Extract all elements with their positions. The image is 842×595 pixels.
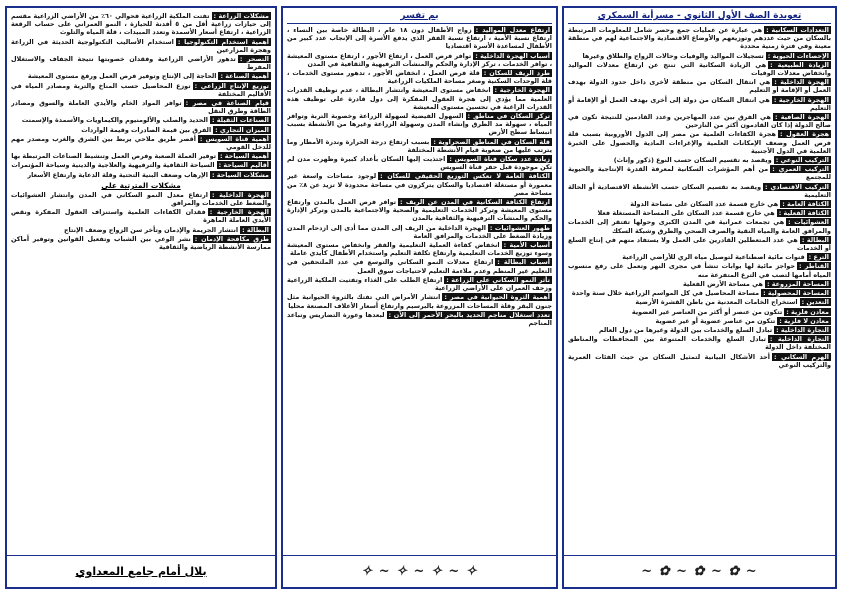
term-heading: البطالة : — [801, 235, 829, 244]
paragraph — [287, 155, 552, 171]
term-heading: هجرة العقول : — [779, 130, 830, 139]
paragraph — [568, 61, 831, 77]
term-text: هي تجمعات عمرانية في المدن الكبرى وحولها تفتقر إلى الخدمات والمرافق العامة والمياه النقية والصرف الصحي والطرق وشبكة السكك — [568, 218, 831, 235]
term-heading: طرق مكافحة الإدمان : — [194, 234, 269, 243]
term-heading: الهرم السكاني : — [773, 352, 829, 361]
term-heading: التركيب الاقتصادي : — [765, 182, 829, 191]
term-text: نشر الوعي بين الشباب وتفعيل القوانين وتوفير أماكن ممارسة الأنشطة الرياضية والثقافية — [11, 234, 271, 252]
term-heading: ارتفاع الكثافة السكانية في المدن عن الريف : — [400, 198, 550, 207]
term-heading: تعدد استغلال مناجم الحديد بالبحر الأحمر إلى الآن : — [388, 310, 550, 319]
term-text: الفرق بين قيمة الصادرات وقيمة الواردات — [81, 125, 212, 134]
term-text: توافر فرص العمل ، ارتفاع الأجور ، ارتفاع مستوى المعيشة ، توافر الخدمات ، تركز الإدارة والحكم والمنشآت الترفيهية والثقافية في المدن — [287, 51, 552, 68]
term-text: هي الفرق بين عدد المهاجرين وعدد القادمين للنتيجة تكون في صالح الدولة إذا كان القادمون أكثر من النازحين — [568, 113, 831, 130]
term-heading: الإحصاءات الحيوية : — [767, 51, 829, 60]
paragraph — [568, 280, 831, 288]
term-text: الحديد والصلب والألومنيوم والكيماويات والأسمدة والإسمنت — [21, 116, 209, 125]
term-heading: الصناعات الثقيلة : — [212, 116, 269, 125]
paragraph — [568, 156, 831, 164]
term-heading: الهجرة الداخلية : — [212, 190, 269, 199]
term-text: ارتفاع الطلب على الغذاء وتفتيت الملكية الزراعية وزحف العمران على الأراضي الزراعية — [287, 275, 552, 293]
term-text: استخدام الأساليب التكنولوجية الحديثة في الزراعة وهجرة المزارعين — [11, 37, 271, 54]
term-text: الهجرة الداخلية من الريف إلى المدن مما أدى إلى ازدحام المدن وزيادة الضغط على الخدمات والمرافق العامة — [287, 223, 552, 240]
term-text: حواجز مائية لها بوابات تنشأ في مجرى النهر وتعمل على رفع منسوب المياه أمامها لتصب في الترع المتفرعة منه — [568, 262, 831, 279]
paragraph — [11, 116, 271, 124]
term-heading: التركيب النوعي : — [775, 156, 829, 165]
paragraph — [568, 209, 831, 217]
column-problems — [5, 6, 277, 589]
paragraph — [287, 258, 552, 274]
term-heading: التعدادات السكانية : — [766, 26, 829, 34]
term-text: انتشار الجريمة والإدمان وتأخر سن الزواج وضعف الإنتاج — [63, 225, 239, 234]
term-heading: أهمية استخدام التكنولوجيا : — [177, 37, 269, 46]
term-text: ارتفاع معدلات النمو السكاني والتوسع في عدد الملتحقين في التعليم غير المنظم وعدم ملاءمة التعليم لاحتياجات سوق العمل — [287, 258, 552, 275]
paragraph — [11, 208, 271, 224]
term-text: ويقصد به تقسيم السكان حسب الأنشطة الاقتصادية أو الحالة التعليمية — [568, 182, 831, 199]
term-text: تدهور الأراضي الزراعية وفقدان خصوبتها نتيجة الجفاف والاستغلال المفرط — [11, 55, 271, 72]
paragraph — [11, 38, 271, 54]
paragraph — [11, 72, 271, 80]
paragraph — [11, 191, 271, 207]
term-text: لبعدها وعورة التضاريس وتباعد المناجم — [287, 310, 552, 327]
term-heading: التركيب العمري : — [772, 165, 829, 174]
paragraph — [568, 335, 831, 351]
paragraph — [568, 26, 831, 51]
paragraph — [287, 138, 552, 154]
decorative-calligraphy: ✧ ~ ✧ ~ ✧ ~ ✧ — [361, 564, 478, 579]
paragraph — [287, 26, 552, 51]
term-heading: زيادة عدد سكان قناة السويس : — [449, 155, 550, 164]
term-heading: الزيادة الطبيعية : — [770, 60, 829, 69]
term-text: السياحة الثقافية والترفيهية والعلاجية والدينية وسياحة المؤتمرات — [11, 161, 215, 170]
paragraph — [11, 99, 271, 115]
term-text: لوجود مساحات واسعة غير معمورة أو مستغلة اقتصاديا والسكان يتركزون في مساحة محدودة لا تزيد عن ٨٪ من مساحة مصر — [287, 172, 552, 197]
paragraph — [287, 52, 552, 68]
term-heading: العشوائيات : — [788, 218, 830, 227]
paragraph — [287, 276, 552, 292]
paragraph — [11, 226, 271, 234]
term-text: الإرهاب وضعف البنية التحتية وقلة الدعاية وارتفاع الأسعار — [27, 170, 208, 179]
term-heading: الهجرة الصافية : — [774, 113, 830, 122]
decorative-footer — [283, 555, 556, 587]
term-heading: الكثافة العامة لا تعكس التوزيع الحقيقي للسكان : — [380, 172, 551, 181]
term-heading: البطالة : — [242, 225, 269, 234]
term-heading: ظهور العشوائيات : — [489, 223, 550, 232]
term-text: توزع المحاصيل حسب المناخ والتربة ومصادر المياه في الأقاليم المختلفة — [11, 81, 271, 98]
term-text: تتكون من عناصر عضوية أو غير عضوية — [655, 316, 776, 325]
paragraph — [568, 165, 831, 181]
terms-list — [568, 26, 831, 553]
term-heading: معادن لا فلزية : — [779, 316, 829, 325]
term-heading: الهجرة الخارجية : — [494, 86, 550, 95]
term-text: تسجيلات المواليد والوفيات وحالات الزواج والطلاق وغيرها — [582, 51, 764, 60]
term-text: توافر فرص العمل بالمدن وارتفاع مستوى المعيشة وتركز الخدمات التعليمية والصحية والاجتماعية بالمدن وتركز الإدارة والحكم والمنشآت الترفيهية والثقافية بالمدن — [287, 198, 552, 223]
column-terms — [562, 6, 837, 589]
term-heading: قلة السكان في المناطق الصحراوية : — [433, 137, 550, 146]
paragraph — [11, 135, 271, 151]
term-text: هي مساحة الأرض الفعلية — [682, 279, 763, 288]
paragraph — [568, 298, 831, 306]
term-text: انتشار الأمراض التي تفتك بالثروة الحيوانية مثل جنون البقر وقلة المساحات المزروعة بالبرسيم وارتفاع أسعار الأعلاف المصنعة محليا — [287, 293, 552, 310]
paragraph — [11, 161, 271, 169]
paragraph — [568, 317, 831, 325]
term-text: استخراج الخامات المعدنية من باطن القشرة الأرضية — [635, 298, 798, 307]
paragraph — [568, 289, 831, 297]
term-heading: الكثافة الفعلية : — [778, 209, 829, 218]
term-heading: أهمية قناة السويس : — [199, 134, 269, 143]
term-text: قلة فرص العمل ، انخفاض الأجور ، تدهور مستوى الخدمات ، قلة الوحدات السكنية وصغر مساحة الملكيات الزراعية — [287, 69, 552, 86]
term-text: فقدان الكفاءات العلمية واستنزاف العقول المفكرة ونقص الأيدي العاملة الماهرة — [11, 208, 271, 225]
column-title: تعويدة الصف الأول الثانوي - مسرأية السمكرى — [568, 11, 831, 24]
term-text: هي الزيادة السكانية التي تنتج عن ارتفاع معدلات المواليد وانخفاض معدلات الوفيات — [568, 60, 831, 78]
term-text: قنوات مائية اصطناعية لتوصيل مياه الري للأراضي الزراعية — [622, 253, 805, 262]
paragraph — [287, 224, 552, 240]
term-heading: الكثافة العامة : — [782, 200, 829, 209]
term-text: الحاجة إلى الإنتاج وتوفير فرص العمل ورفع مستوى المعيشة — [27, 72, 217, 81]
term-heading: المساحة المزروعة : — [766, 279, 829, 288]
term-heading: تركز السكان في مناطق : — [467, 112, 550, 121]
paragraph — [568, 200, 831, 208]
term-text: هي عدد المتعطلين القادرين على العمل ولا يستفاد منهم في إنتاج السلع أو الخدمات — [568, 235, 831, 253]
term-text: تبادل السلع والخدمات بين الدولة وغيرها من دول العالم — [598, 325, 773, 334]
paragraph — [568, 78, 831, 94]
term-text: مساحة المحاصيل في كل المواسم الزراعية خلال سنة واحدة — [571, 289, 760, 298]
paragraph — [568, 353, 831, 369]
problems-list — [11, 12, 271, 553]
term-heading: الميزان التجاري : — [215, 125, 269, 134]
paragraph — [11, 12, 271, 37]
paragraph — [568, 130, 831, 155]
term-heading: التعدين : — [801, 298, 829, 307]
author-signature: بلال أمام جامع المعداوي — [75, 565, 207, 578]
term-heading: أهمية الصناعة : — [220, 72, 269, 81]
term-text: توفير العملة الصعبة وفرص العمل وتنشيط الصناعات المرتبطة بها — [11, 152, 217, 161]
term-text: انخفاض مستوى المعيشة وانتشار البطالة ، عدم توظيف القدرات العلمية مما يؤدي إلى هجرة العقول المفكرة إلى دول قادرة على توظيف هذه القدرات الراغبة في تحسين مستوى المعيشة — [287, 86, 552, 111]
paragraph — [568, 113, 831, 129]
paragraph — [287, 112, 552, 137]
section-subtitle: مشكلات المترتبة على — [101, 180, 181, 190]
term-heading: توزيع الإنتاج الزراعي : — [194, 81, 269, 90]
term-heading: أقاليم السياحة : — [218, 161, 269, 170]
term-text: هي خارج قسمة عدد السكان على المساحة المستغلة فعلا — [597, 209, 775, 218]
term-text: ويقصد به تقسيم السكان حسب النوع (ذكور وإناث) — [613, 156, 772, 165]
term-text: اجتذبت إليها السكان بأعداد كبيرة وظهرت مدن لم تكن موجودة قبل حفر قناة السويس — [287, 155, 552, 172]
term-heading: التجارة الداخلية : — [776, 325, 829, 334]
paragraph — [568, 218, 831, 234]
term-heading: ارتفاع معدل المواليد : — [475, 26, 551, 34]
term-text: السهول الفيضية لسهولة الزراعة وخصوبة التربة وتوافر المياه ، سهولة مد الطرق وإنشاء المدن وسهولة الزراعة وغيرها من الأنشطة بسبب انبساط سطح الأرض — [287, 112, 552, 137]
term-text: من أهم المؤشرات السكانية لمعرفة القدرة الإنتاجية والحيوية للمجتمع — [568, 165, 831, 182]
paragraph — [568, 236, 831, 252]
term-text: انخفاض كفاءة العملية التعليمية والفقر وانخفاض مستوى المعيشة وسوء توزيع الخدمات التعليمية وارتفاع تكلفة التعليم واستخدام الأطفال كأيدي عاملة — [287, 241, 552, 258]
term-heading: القناطر : — [798, 262, 829, 271]
term-text: تفتت الملكية الزراعية فحوالي ٦٠٪ من الأراضي الزراعية مقسم إلى حيازات زراعية أقل من ٥ أفدنة للحيازة ، النمو العمراني على حساب الرقعة الزراعية ، ارتفاع أسعار الأسمدة وتعدد المبيدات ، قلة المياه والتلوث — [11, 12, 271, 37]
term-text: توافر المواد الخام والأيدي العاملة والسوق ومصادر الطاقة وطرق النقل — [11, 99, 271, 116]
decorative-footer — [564, 555, 835, 587]
term-heading: مشكلات السياحة : — [211, 170, 269, 179]
paragraph — [11, 82, 271, 98]
term-text: أحد الأشكال البيانية لتمثيل السكان من حيث الفئات العمرية والتركيب النوعي — [568, 352, 831, 369]
term-heading: الهجرة الخارجية : — [773, 95, 829, 104]
term-text: تبادل السلع والخدمات المتنوعة بين المحافظات والمناطق المختلفة داخل الدولة — [568, 335, 831, 352]
term-heading: أسباب الأمية : — [503, 241, 550, 250]
term-heading: طرد الريف للسكان : — [483, 69, 550, 78]
term-heading: التجارة الداخلية : — [769, 335, 829, 344]
paragraph — [11, 235, 271, 251]
term-text: هي خارج قسمة عدد السكان على مساحة الدولة — [630, 200, 779, 209]
paragraph — [568, 308, 831, 316]
term-text: تتكون من عنصر أو أكثر من العناصر غير العضوية — [631, 307, 783, 316]
paragraph — [568, 262, 831, 278]
term-text: بسبب ارتفاع درجة الحرارة وندرة الأمطار وما يترتب عليها من صعوبة قيام الأنشطة المختلفة — [287, 137, 552, 154]
term-heading: الهجرة الداخلية : — [774, 78, 829, 87]
term-heading: الترع : — [808, 253, 829, 262]
paragraph — [287, 86, 552, 111]
column-title: بم تفسر — [287, 11, 552, 24]
term-heading: معادن فلزية : — [786, 307, 829, 316]
paragraph — [568, 96, 831, 112]
term-heading: قيام الصناعة في مصر : — [185, 99, 269, 108]
paragraph — [11, 171, 271, 179]
paragraph — [287, 311, 552, 327]
paragraph — [11, 152, 271, 160]
paragraph — [11, 55, 271, 71]
paragraph — [568, 253, 831, 261]
term-text: هي انتقال السكان من دولة إلى أخرى بهدف العمل أو الإقامة أو التعليم — [568, 95, 831, 112]
term-heading: أسباب البطالة : — [497, 258, 550, 267]
column-explain — [281, 6, 558, 589]
term-text: هجرة الكفاءات العلمية من مصر إلى الدول الأوروبية بسبب قلة فرص العمل وضعف الإمكانات العلمية والإغراءات المادية والحصول على الخبرة العلمية في الدول الأجنبية — [568, 130, 831, 155]
paragraph — [568, 326, 831, 334]
term-text: هي عبارة عن عمليات جمع وحصر شامل للمعلومات المرتبطة بالسكان من حيث عددهم وتوزيعهم والأوضاع الاقتصادية والاجتماعية لهم في منطقة معينة وفي فترة زمنية محددة — [568, 26, 831, 51]
paragraph — [287, 198, 552, 223]
term-text: أقصر طريق ملاحي يربط بين الشرق والغرب ومصدر مهم للدخل القومي — [11, 134, 271, 152]
signature-footer — [7, 555, 275, 587]
paragraph — [287, 293, 552, 309]
term-heading: أهمية السياحة : — [220, 152, 269, 161]
term-heading: أسباب الهجرة الداخلية : — [475, 51, 550, 60]
paragraph — [287, 172, 552, 197]
term-text: هي انتقال السكان من منطقة لأخرى داخل حدود الدولة بهدف العمل أو الإقامة أو التعليم — [568, 78, 831, 95]
paragraph — [287, 69, 552, 85]
explain-list — [287, 26, 552, 553]
term-heading: التصحر : — [239, 55, 269, 64]
term-heading: أهمية الثروة الحيوانية في مصر : — [444, 293, 550, 302]
paragraph — [287, 241, 552, 257]
decorative-calligraphy: ~ ✿ ~ ✿ ~ ✿ ~ — [641, 564, 758, 579]
paragraph — [568, 183, 831, 199]
paragraph — [568, 52, 831, 60]
term-heading: تأثر النمو السكاني على الزراعة : — [446, 275, 550, 284]
term-heading: المساحة المحصولية : — [763, 289, 829, 298]
term-text: زواج الأطفال دون ١٨ عام ، البطالة خاصة بين النساء ، ارتفاع نسبة الأمية ، ارتفاع نسبة الفقر الذي يدفع الأسرة إلى الإنجاب عدد كبير من الأطفال لمساعدة الأسرة اقتصاديا — [287, 26, 552, 51]
term-text: ارتفاع معدل النمو السكاني في المدن وانتشار العشوائيات والضغط على الخدمات والمرافق — [11, 190, 271, 208]
term-heading: مشكلات الزراعة : — [213, 12, 270, 20]
paragraph — [11, 126, 271, 134]
term-heading: الهجرة الخارجية : — [209, 208, 269, 217]
